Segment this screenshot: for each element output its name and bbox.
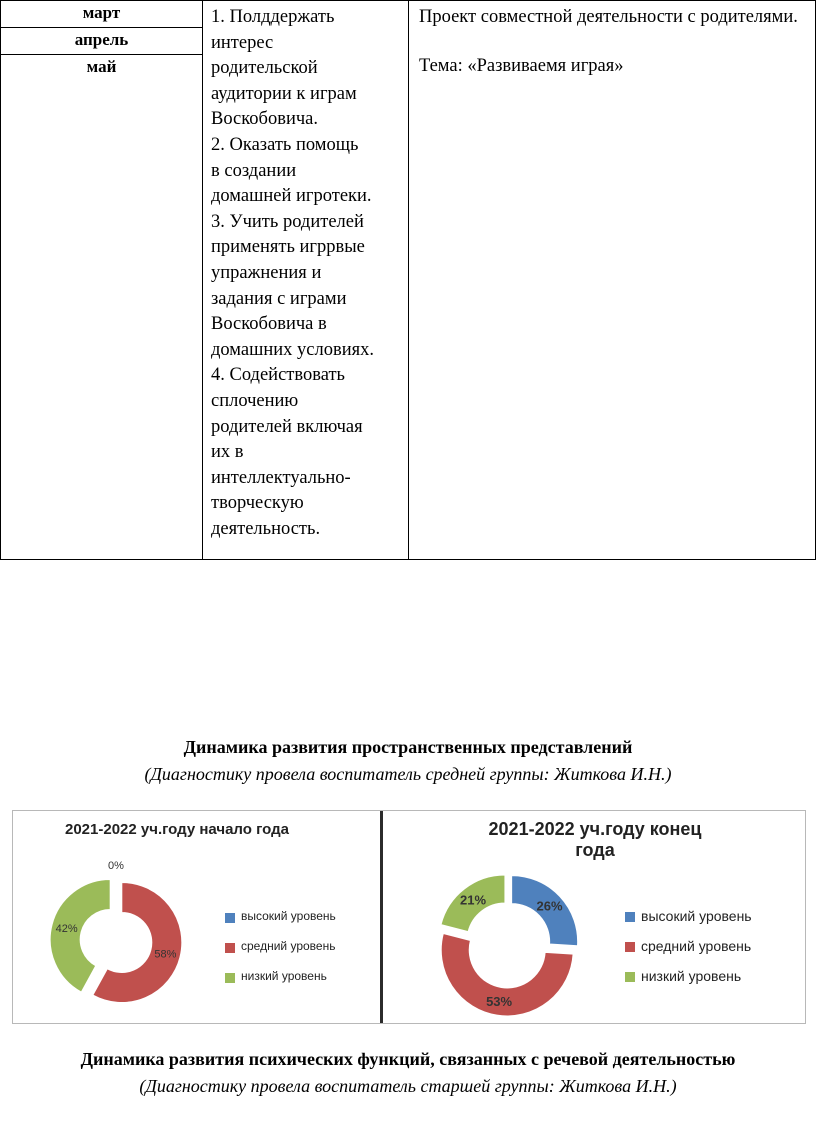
chart2-label-1: 53% — [486, 993, 513, 1009]
chart2-legend-label-1: средний уровень — [641, 938, 752, 954]
month-april: апрель — [1, 28, 203, 55]
month-march: март — [1, 1, 203, 28]
chart1-label-0: 0% — [108, 859, 124, 872]
project-text: Проект совместной деятельности с родителями. — [419, 7, 798, 27]
charts-frame — [12, 810, 806, 1024]
plan-table — [0, 0, 816, 560]
chart1-label-2: 42% — [55, 923, 78, 936]
chart2-label-2: 21% — [460, 892, 487, 908]
chart2-legend-label-0: высокий уровень — [641, 908, 752, 924]
project-theme: Тема: «Развиваемя играя» — [419, 56, 624, 76]
chart1-legend-swatch-2 — [225, 973, 235, 983]
project-cell — [409, 1, 816, 560]
chart2-donut — [413, 877, 603, 1017]
chart1-legend-swatch-1 — [225, 943, 235, 953]
section2-title: Динамика развития психических функций, связанных с речевой деятельностью — [80, 1049, 736, 1069]
chart2-legend-swatch-0 — [625, 912, 635, 922]
chart1-legend-label-1: средний уровень — [241, 939, 336, 953]
month-may: май — [1, 55, 203, 560]
chart2-legend-swatch-2 — [625, 972, 635, 982]
chart1-donut — [31, 859, 201, 1013]
chart2-legend-label-2: низкий уровень — [641, 968, 742, 984]
tasks-text: 1. Полддержать интерес родительской аудитории к играм Воскобовича. 2. Оказать помощь в создании домашней игротеки. 3. Учить родителей применять игррвые упражнения и задания с играми Воскобовича в домашних условиях. 4. Содействовать сплочению родителей включая их в интеллектуально- творческую деятельность. — [211, 7, 374, 539]
tasks-cell — [203, 1, 409, 560]
chart1-slice-2 — [50, 880, 110, 993]
chart1-title: 2021-2022 уч.году начало года — [65, 821, 289, 838]
section1-subtitle: (Диагностику провела воспитатель средней группы: Житкова И.Н.) — [144, 764, 672, 784]
chart1-legend-label-0: высокий уровень — [241, 909, 336, 923]
chart-divider — [380, 811, 383, 1023]
chart1-legend-label-2: низкий уровень — [241, 969, 327, 983]
chart2-title: 2021-2022 уч.году конец года — [488, 819, 702, 860]
section1-title: Динамика развития пространственных представлений — [183, 737, 633, 757]
chart1-legend-swatch-0 — [225, 913, 235, 923]
chart2-legend-swatch-1 — [625, 942, 635, 952]
chart2-label-0: 26% — [536, 898, 563, 914]
section2-subtitle: (Диагностику провела воспитатель старшей группы: Житкова И.Н.) — [139, 1076, 677, 1096]
chart1-label-1: 58% — [154, 948, 177, 961]
